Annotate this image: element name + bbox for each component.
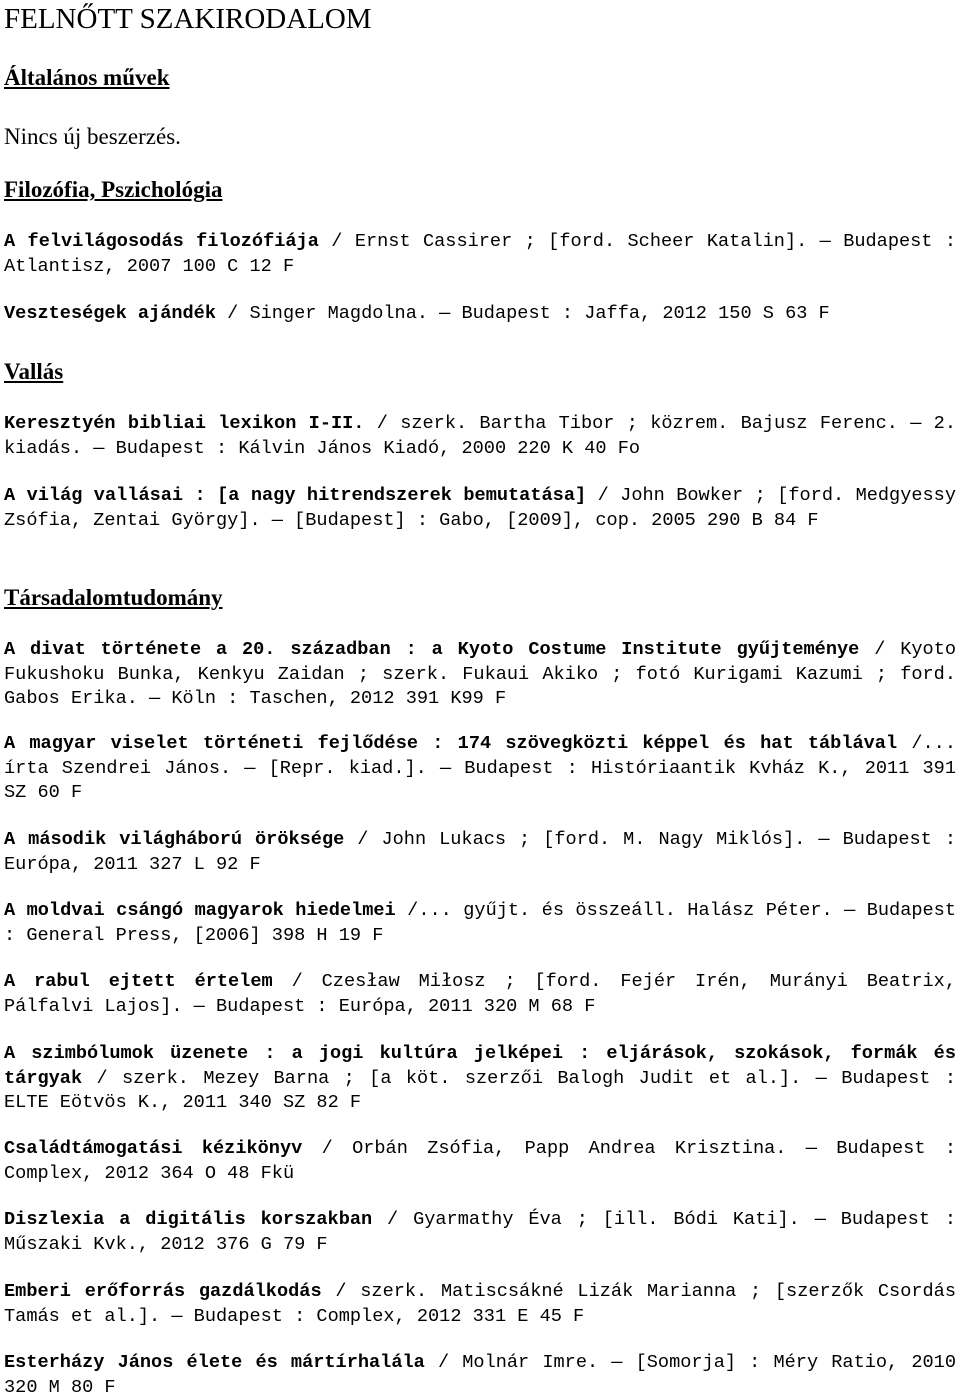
entry-details: / John Bowker ; [ford. Medgyessy Zsófia, Zentai György]. — [Budapest] : Gabo, [2009], cop. 2005 290 B 84 F — [4, 485, 956, 531]
entry-details: / szerk. Matiscsákné Lizák Marianna ; [szerzők Csordás Tamás et al.]. — Budapest : Complex, 2012 331 E 45 F — [4, 1281, 956, 1327]
catalog-entry — [4, 230, 956, 279]
entry-title: Emberi erőforrás gazdálkodás — [4, 1281, 322, 1302]
catalog-entry — [4, 1351, 956, 1400]
entry-title: A magyar viselet történeti fejlődése : 174 szövegközti képpel és hat táblával — [4, 733, 898, 754]
entry-details: / Ernst Cassirer ; [ford. Scheer Katalin]. — Budapest : Atlantisz, 2007 100 C 12 F — [4, 231, 956, 277]
section-heading-filozofia: Filozófia, Pszichológia — [4, 177, 223, 202]
section-heading-vallas: Vallás — [4, 359, 64, 384]
catalog-entry — [4, 1208, 956, 1257]
entry-title: Veszteségek ajándék — [4, 303, 217, 324]
entry-title: Diszlexia a digitális korszakban — [4, 1209, 373, 1230]
catalog-entry — [4, 1042, 956, 1116]
catalog-entry — [4, 828, 956, 877]
section-heading-altalanos: Általános művek — [4, 65, 170, 90]
catalog-entry — [4, 412, 956, 461]
entry-title: A divat története a 20. században : a Kyoto Costume Institute gyűjteménye — [4, 639, 860, 660]
entry-details: / Orbán Zsófia, Papp Andrea Krisztina. — Budapest : Complex, 2012 364 O 48 Fkü — [4, 1138, 956, 1184]
entry-details: / szerk. Bartha Tibor ; közrem. Bajusz Ferenc. — 2. kiadás. — Budapest : Kálvin János Kiadó, 2000 220 K 40 Fo — [4, 413, 956, 459]
no-new-acquisitions-note: Nincs új beszerzés. — [4, 124, 181, 149]
entry-details: / Singer Magdolna. — Budapest : Jaffa, 2012 150 S 63 F — [216, 303, 830, 324]
entry-title: Családtámogatási kézikönyv — [4, 1138, 303, 1159]
catalog-entry — [4, 970, 956, 1019]
entry-title: A világ vallásai : [a nagy hitrendszerek bemutatása] — [4, 485, 587, 506]
catalog-entry — [4, 899, 956, 948]
entry-title: A rabul ejtett értelem — [4, 971, 273, 992]
entry-title: Esterházy János élete és mártírhalála — [4, 1352, 425, 1373]
catalog-entry — [4, 732, 956, 806]
entry-details: / Molnár Imre. — [Somorja] : Méry Ratio, 2010 320 M 80 F — [4, 1352, 956, 1398]
page-title: FELNŐTT SZAKIRODALOM — [4, 3, 372, 35]
entry-details: /... gyűjt. és összeáll. Halász Péter. — Budapest : General Press, [2006] 398 H 19 F — [4, 900, 956, 946]
catalog-entry — [4, 484, 956, 533]
entry-details: /... írta Szendrei János. — [Repr. kiad.]. — Budapest : Históriaantik Kvház K., 2011 391 SZ 60 F — [4, 733, 957, 803]
entry-details: / Gyarmathy Éva ; [ill. Bódi Kati]. — Budapest : Műszaki Kvk., 2012 376 G 79 F — [4, 1209, 957, 1255]
entry-title: A szimbólumok üzenete : a jogi kultúra jelképei : eljárások, szokások, formák és tárgyak — [4, 1043, 956, 1089]
section-heading-tarsadalomtudomany: Társadalomtudomány — [4, 585, 223, 610]
entry-details: / szerk. Mezey Barna ; [a köt. szerzői Balogh Judit et al.]. — Budapest : ELTE Eötvös K., 2011 340 SZ 82 F — [4, 1067, 956, 1113]
catalog-entry — [4, 1280, 956, 1329]
catalog-entry — [4, 638, 956, 712]
entry-details: / John Lukacs ; [ford. M. Nagy Miklós]. — Budapest : Európa, 2011 327 L 92 F — [4, 829, 956, 875]
entry-details: / Czesław Miłosz ; [ford. Fejér Irén, Murányi Beatrix, Pálfalvi Lajos]. — Budapest : Európa, 2011 320 M 68 F — [4, 971, 956, 1017]
entry-title: A második világháború öröksége — [4, 829, 345, 850]
catalog-entry — [4, 1137, 956, 1186]
catalog-entry — [4, 302, 956, 327]
entry-title: A felvilágosodás filozófiája — [4, 231, 319, 252]
entry-title: Keresztyén bibliai lexikon I-II. — [4, 413, 365, 434]
entry-details: / Kyoto Fukushoku Bunka, Kenkyu Zaidan ; szerk. Fukaui Akiko ; fotó Kurigami Kazumi ; ford. Gabos Erika. — Köln : Taschen, 2012 391 K99 F — [4, 639, 957, 709]
entry-title: A moldvai csángó magyarok hiedelmei — [4, 900, 396, 921]
